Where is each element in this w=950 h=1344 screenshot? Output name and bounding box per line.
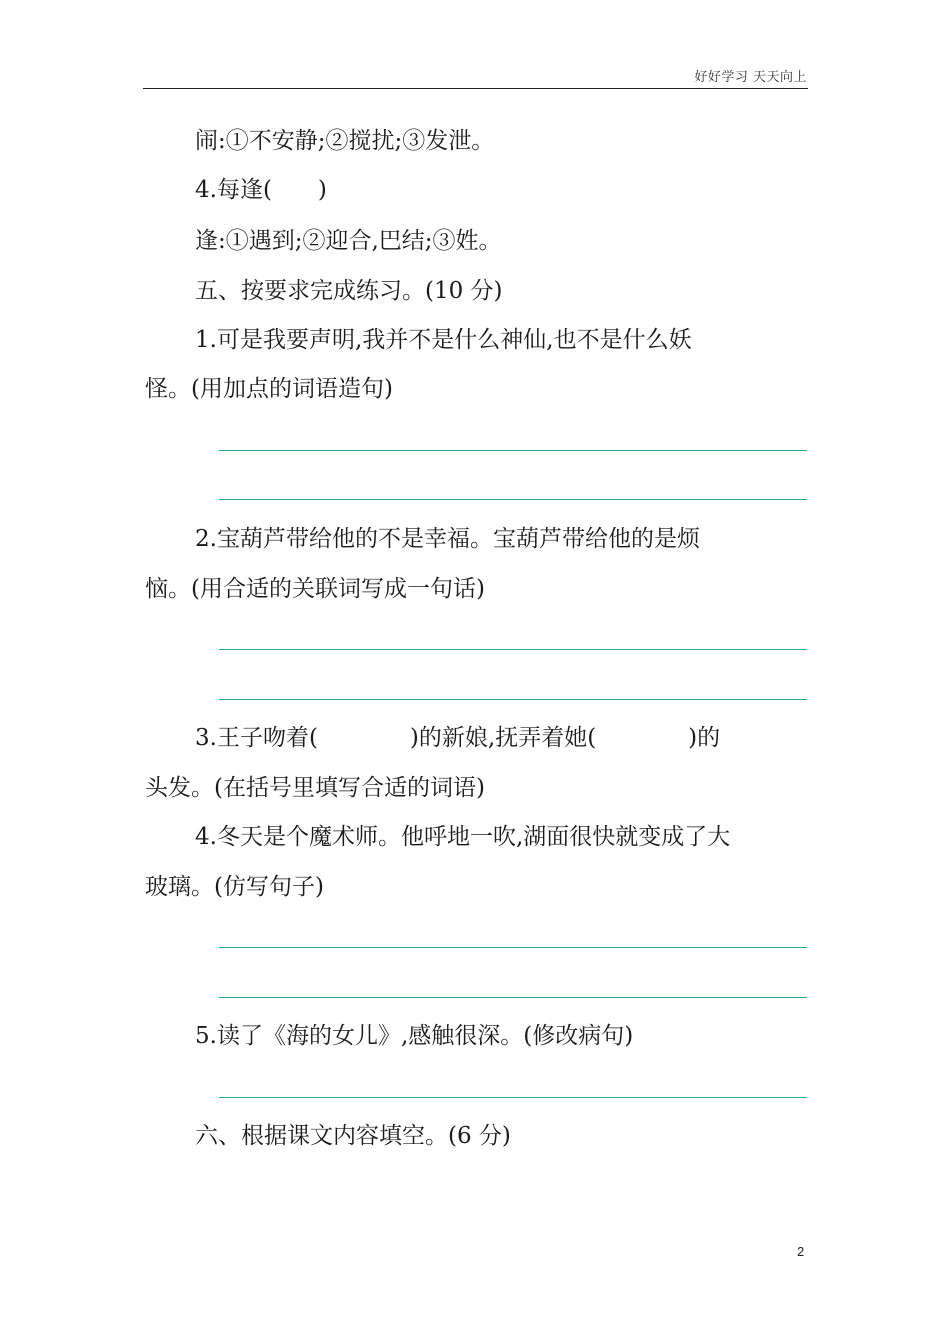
exercise-2-line-2: 恼。(用合适的关联词写成一句话): [145, 576, 485, 602]
exercise-2-line-1: 2.宝葫芦带给他的不是幸福。宝葫芦带给他的是烦: [195, 526, 700, 552]
exercise-3-line-1: 3.王子吻着( )的新娘,抚弄着她( )的: [195, 725, 721, 751]
answer-line[interactable]: [219, 450, 807, 451]
exercise-5: 5.读了《海的女儿》,感触很深。(修改病句): [195, 1023, 634, 1049]
exercise-1-line-1: 1.可是我要声明,我并不是什么神仙,也不是什么妖: [195, 327, 692, 353]
definition-feng: 逢:①遇到;②迎合,巴结;③姓。: [195, 228, 502, 254]
exercise-4-line-1: 4.冬天是个魔术师。他呼地一吹,湖面很快就变成了大: [195, 824, 731, 850]
header-rule: [143, 88, 808, 89]
answer-line[interactable]: [219, 649, 807, 650]
page-number: 2: [797, 1244, 805, 1259]
answer-line[interactable]: [219, 499, 807, 500]
exercise-3-line-2: 头发。(在括号里填写合适的词语): [145, 775, 485, 801]
section-6-heading: 六、根据课文内容填空。(6 分): [195, 1123, 511, 1149]
answer-line[interactable]: [219, 1097, 807, 1098]
header-slogan: 好好学习 天天向上: [694, 70, 807, 85]
answer-line[interactable]: [219, 699, 807, 700]
section-5-heading: 五、按要求完成练习。(10 分): [195, 278, 503, 304]
exercise-4-line-2: 玻璃。(仿写句子): [145, 874, 324, 900]
question-4-meifeng: 4.每逢( ): [195, 177, 327, 203]
definition-nao: 闹:①不安静;②搅扰;③发泄。: [195, 128, 495, 154]
exercise-1-line-2: 怪。(用加点的词语造句): [145, 376, 393, 402]
answer-line[interactable]: [219, 997, 807, 998]
answer-line[interactable]: [219, 947, 807, 948]
